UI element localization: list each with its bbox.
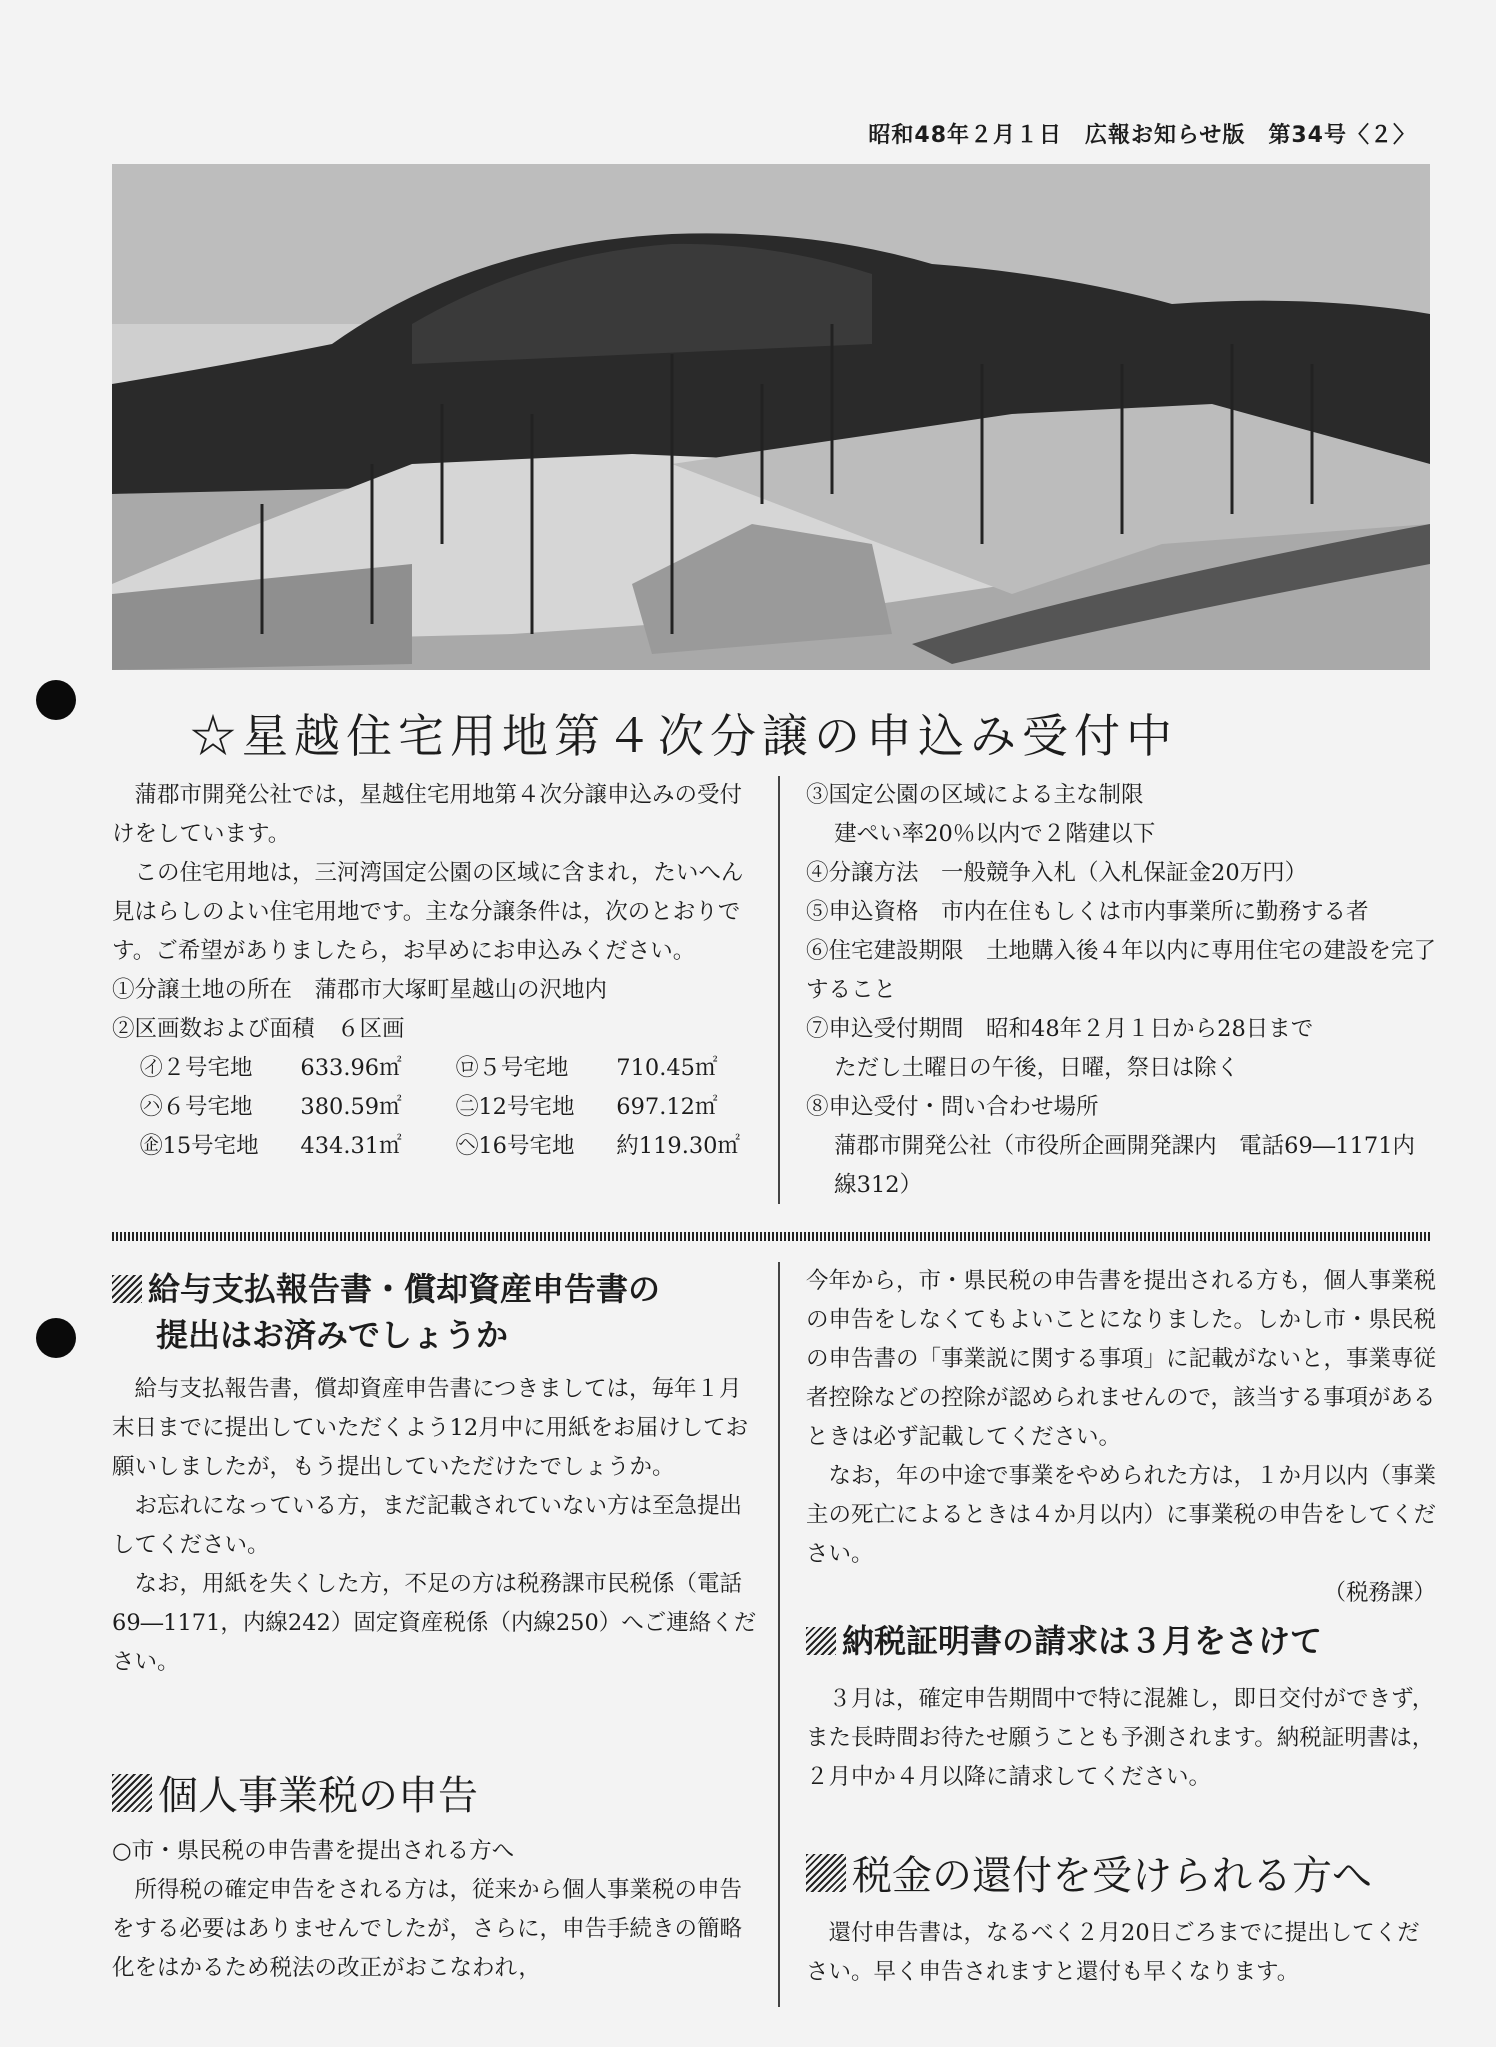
- lot-area: 約119.30㎡: [616, 1133, 740, 1159]
- article5-title-text: 税金の還付を受けられる方へ: [852, 1853, 1372, 1899]
- article2-p3: なお，用紙を失くした方，不足の方は税務課市民税係（電話69―1171，内線242）固定資産税係（内線250）へご連絡ください。: [112, 1571, 757, 1675]
- article1-item6: ⑥住宅建設期限 土地購入後４年以内に専用住宅の建設を完了すること: [806, 938, 1437, 1003]
- article3-p2: 今年から，市・県民税の申告書を提出される方も，個人事業税の申告をしなくてもよいことになりました。しかし市・県民税の申告書の「事業説に関する事項」に記載がないと，事業専従者控除などの控除が認められませんので，該当する事項があるときは必ず記載してください。: [806, 1268, 1437, 1450]
- housing-site-photo: [112, 164, 1430, 670]
- article3-left: [112, 1768, 762, 1988]
- photo-illustration: [112, 164, 1430, 670]
- article3-right: [806, 1262, 1436, 1613]
- column-divider: [778, 776, 780, 1204]
- article4: [806, 1618, 1436, 1797]
- article4-title-text: 納税証明書の請求は３月をさけて: [842, 1622, 1323, 1660]
- article1-intro2: この住宅用地は，三河湾国定公園の区域に含まれ，たいへん見はらしのよい住宅用地です。主な分譲条件は，次のとおりです。ご希望がありましたら，お早めにお申込みください。: [112, 860, 744, 964]
- article1-right-column: [806, 776, 1436, 1205]
- hatch-icon: [112, 1774, 152, 1812]
- table-row: [140, 1088, 752, 1127]
- article3-p3: なお，年の中途で事業をやめられた方は，１か月以内（事業主の死亡によるときは４か月以内）に事業税の申告をしてください。: [806, 1463, 1437, 1567]
- page-header: 昭和48年２月１日 広報お知らせ版 第34号〈２〉: [868, 123, 1416, 148]
- article2-title: [112, 1266, 762, 1358]
- article1-item8: ⑧申込受付・問い合わせ場所: [806, 1094, 1099, 1120]
- column-divider: [778, 1262, 780, 2007]
- article1-item2: ②区画数および面積 ６区画: [112, 1016, 405, 1042]
- article5-p1: 還付申告書は，なるべく２月20日ごろまでに提出してください。早く申告されますと還付も早くなります。: [806, 1920, 1420, 1985]
- article4-p1: ３月は，確定申告期間中で特に混雑し，即日交付ができず，また長時間お待たせ願うことも予測されます。納税証明書は，２月中か４月以降に請求してください。: [806, 1686, 1435, 1790]
- article2-title-line2: 提出はお済みでしょうか: [156, 1316, 509, 1354]
- article2-p1: 給与支払報告書，償却資産申告書につきましては，毎年１月末日までに提出していただくよう12月中に用紙をお届けしてお願いしましたが，もう提出していただけたでしょうか。: [112, 1376, 749, 1480]
- hatch-icon: [806, 1854, 846, 1892]
- article1-intro1: 蒲郡市開発公社では，星越住宅用地第４次分譲申込みの受付けをしています。: [112, 782, 743, 847]
- article1-item3b: 建ぺい率20％以内で２階建以下: [834, 821, 1156, 847]
- article1-item7: ⑦申込受付期間 昭和48年２月１日から28日まで: [806, 1016, 1314, 1042]
- article2-title-line1: 給与支払報告書・償却資産申告書の: [148, 1270, 661, 1308]
- main-article-title: ☆星越住宅用地第４次分譲の申込み受付中: [190, 709, 1178, 763]
- lot-name: ㊁12号宅地: [455, 1094, 575, 1120]
- article5-title: [806, 1848, 1436, 1904]
- hatch-icon: [112, 1275, 142, 1303]
- article3-p1: 所得税の確定申告をされる方は，従来から個人事業税の申告をする必要はありませんでしたが，さらに，申告手続きの簡略化をはかるため税法の改正がおこなわれ，: [112, 1877, 743, 1981]
- article3-title-text: 個人事業税の申告: [158, 1773, 478, 1819]
- article3-subtitle: ○市・県民税の申告書を提出される方へ: [112, 1838, 515, 1864]
- article1-item4: ④分譲方法 一般競争入札（入札保証金20万円）: [806, 860, 1308, 886]
- table-row: [140, 1049, 752, 1088]
- binder-hole: [36, 1318, 76, 1358]
- hatch-icon: [806, 1627, 836, 1655]
- article2: [112, 1266, 762, 1682]
- lot-name: ㋬16号宅地: [455, 1133, 575, 1159]
- lot-name: ㊭15号宅地: [140, 1133, 259, 1159]
- article4-title: [806, 1618, 1436, 1664]
- article1-item8b: 蒲郡市開発公社（市役所企画開発課内 電話69―1171内線312）: [834, 1133, 1416, 1198]
- lot-name: ㋑２号宅地: [140, 1055, 253, 1081]
- article1-left-column: [112, 776, 752, 1166]
- lot-area: 633.96㎡: [300, 1055, 402, 1081]
- table-row: [140, 1127, 752, 1166]
- article1-item5: ⑤申込資格 市内在住もしくは市内事業所に勤務する者: [806, 899, 1369, 925]
- article5: [806, 1848, 1436, 1992]
- lot-area: 380.59㎡: [300, 1094, 402, 1120]
- article2-p2: お忘れになっている方，まだ記載されていない方は至急提出してください。: [112, 1493, 743, 1558]
- lot-area: 710.45㎡: [616, 1055, 718, 1081]
- lot-area: 434.31㎡: [300, 1133, 402, 1159]
- article3-title: [112, 1768, 762, 1824]
- article1-item7b: ただし土曜日の午後，日曜，祭日は除く: [834, 1055, 1240, 1081]
- binder-hole: [36, 680, 76, 720]
- lot-table: [140, 1049, 752, 1166]
- lot-area: 697.12㎡: [616, 1094, 718, 1120]
- lot-name: ㋩６号宅地: [140, 1094, 253, 1120]
- article3-sign: （税務課）: [1323, 1580, 1436, 1606]
- lot-name: ㋺５号宅地: [455, 1055, 569, 1081]
- article1-item1: ①分譲土地の所在 蒲郡市大塚町星越山の沢地内: [112, 977, 608, 1003]
- article1-item3: ③国定公園の区域による主な制限: [806, 782, 1144, 808]
- section-divider: [112, 1232, 1430, 1241]
